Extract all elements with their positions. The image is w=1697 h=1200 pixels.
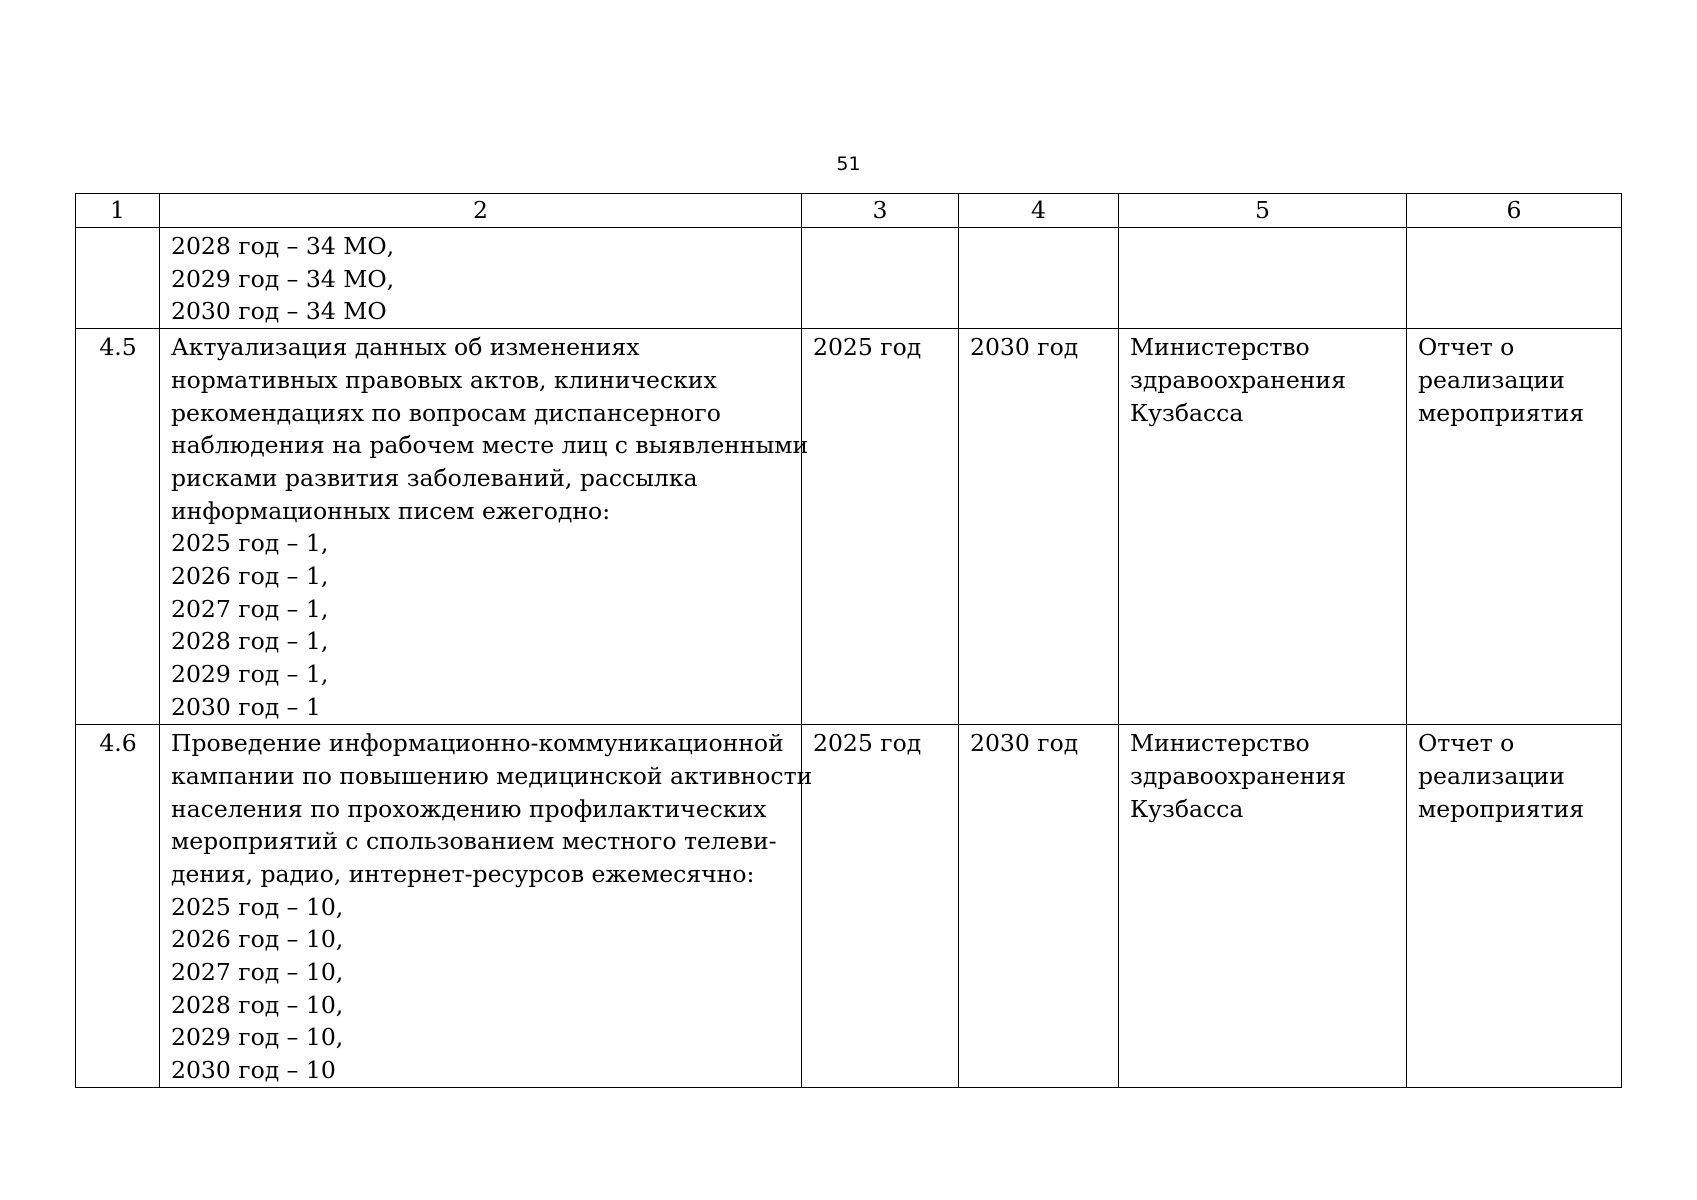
- description-line: мероприятий с спользованием местного телеви-: [171, 827, 777, 856]
- result-cell: [1407, 228, 1622, 329]
- description-line: 2029 год – 1,: [171, 660, 329, 689]
- end-date-cell: [959, 228, 1119, 329]
- description-line: 2028 год – 34 МО,: [171, 232, 395, 260]
- description-line: 2030 год – 1: [171, 692, 321, 721]
- header-cell-2: 2: [160, 194, 802, 228]
- start-date-cell: 2025 год: [802, 725, 959, 1088]
- description-line: 2027 год – 10,: [171, 958, 344, 987]
- result-line: реализации: [1418, 761, 1565, 790]
- responsible-line: Кузбасса: [1130, 794, 1244, 823]
- row-number-cell: [76, 228, 160, 329]
- description-cell: [160, 228, 802, 329]
- description-line: наблюдения на рабочем месте лиц с выявленными: [171, 431, 809, 460]
- responsible-line: здравоохранения: [1130, 365, 1346, 394]
- description-line: 2029 год – 34 МО,: [171, 264, 395, 293]
- responsible-cell: [1119, 228, 1407, 329]
- description-line: Актуализация данных об изменениях: [171, 333, 640, 362]
- end-date-cell: 2030 год: [959, 329, 1119, 725]
- start-date-cell: [802, 228, 959, 329]
- header-cell-3: 3: [802, 194, 959, 228]
- result-line: мероприятия: [1418, 794, 1585, 823]
- page-number: 51: [836, 153, 861, 175]
- description-line: кампании по повышению медицинской активности: [171, 761, 813, 790]
- description-line: нормативных правовых актов, клинических: [171, 365, 717, 394]
- row-number-cell: 4.5: [76, 329, 160, 725]
- result-line: мероприятия: [1418, 398, 1585, 427]
- description-cell: [160, 725, 813, 1088]
- description-line: 2030 год – 34 МО: [171, 297, 387, 326]
- result-cell: [1407, 329, 1622, 725]
- header-row: [76, 194, 1622, 228]
- description-line: 2029 год – 10,: [171, 1023, 344, 1052]
- description-line: информационных писем ежегодно:: [171, 496, 611, 525]
- description-line: 2027 год – 1,: [171, 594, 329, 623]
- description-line: Проведение информационно-коммуникационной: [171, 729, 784, 758]
- result-line: Отчет о: [1418, 729, 1515, 758]
- table-row: [76, 725, 1622, 1088]
- plan-table: [75, 193, 1622, 1088]
- description-line: рисками развития заболеваний, рассылка: [171, 463, 698, 492]
- responsible-line: здравоохранения: [1130, 761, 1346, 790]
- description-line: дения, радио, интернет-ресурсов ежемесячно:: [171, 859, 755, 888]
- start-date-cell: 2025 год: [802, 329, 959, 725]
- description-line: 2026 год – 1,: [171, 562, 329, 591]
- header-cell-4: 4: [959, 194, 1119, 228]
- description-line: населения по прохождению профилактических: [171, 794, 767, 823]
- result-line: реализации: [1418, 365, 1565, 394]
- header-cell-6: 6: [1407, 194, 1622, 228]
- table-row: [76, 228, 1622, 329]
- result-cell: [1407, 725, 1622, 1088]
- description-line: рекомендациях по вопросам диспансерного: [171, 398, 721, 427]
- responsible-line: Министерство: [1130, 333, 1310, 362]
- description-line: 2028 год – 1,: [171, 627, 329, 656]
- description-line: 2028 год – 10,: [171, 990, 344, 1019]
- table-row: [76, 329, 1622, 725]
- responsible-cell: [1119, 329, 1407, 725]
- description-line: 2030 год – 10: [171, 1056, 336, 1085]
- header-cell-5: 5: [1119, 194, 1407, 228]
- description-line: 2025 год – 10,: [171, 892, 344, 921]
- responsible-line: Кузбасса: [1130, 398, 1244, 427]
- result-line: Отчет о: [1418, 333, 1515, 362]
- description-line: 2025 год – 1,: [171, 529, 329, 558]
- header-cell-1: 1: [76, 194, 160, 228]
- responsible-cell: [1119, 725, 1407, 1088]
- description-cell: [160, 329, 809, 725]
- row-number-cell: 4.6: [76, 725, 160, 1088]
- description-line: 2026 год – 10,: [171, 925, 344, 954]
- end-date-cell: 2030 год: [959, 725, 1119, 1088]
- responsible-line: Министерство: [1130, 729, 1310, 758]
